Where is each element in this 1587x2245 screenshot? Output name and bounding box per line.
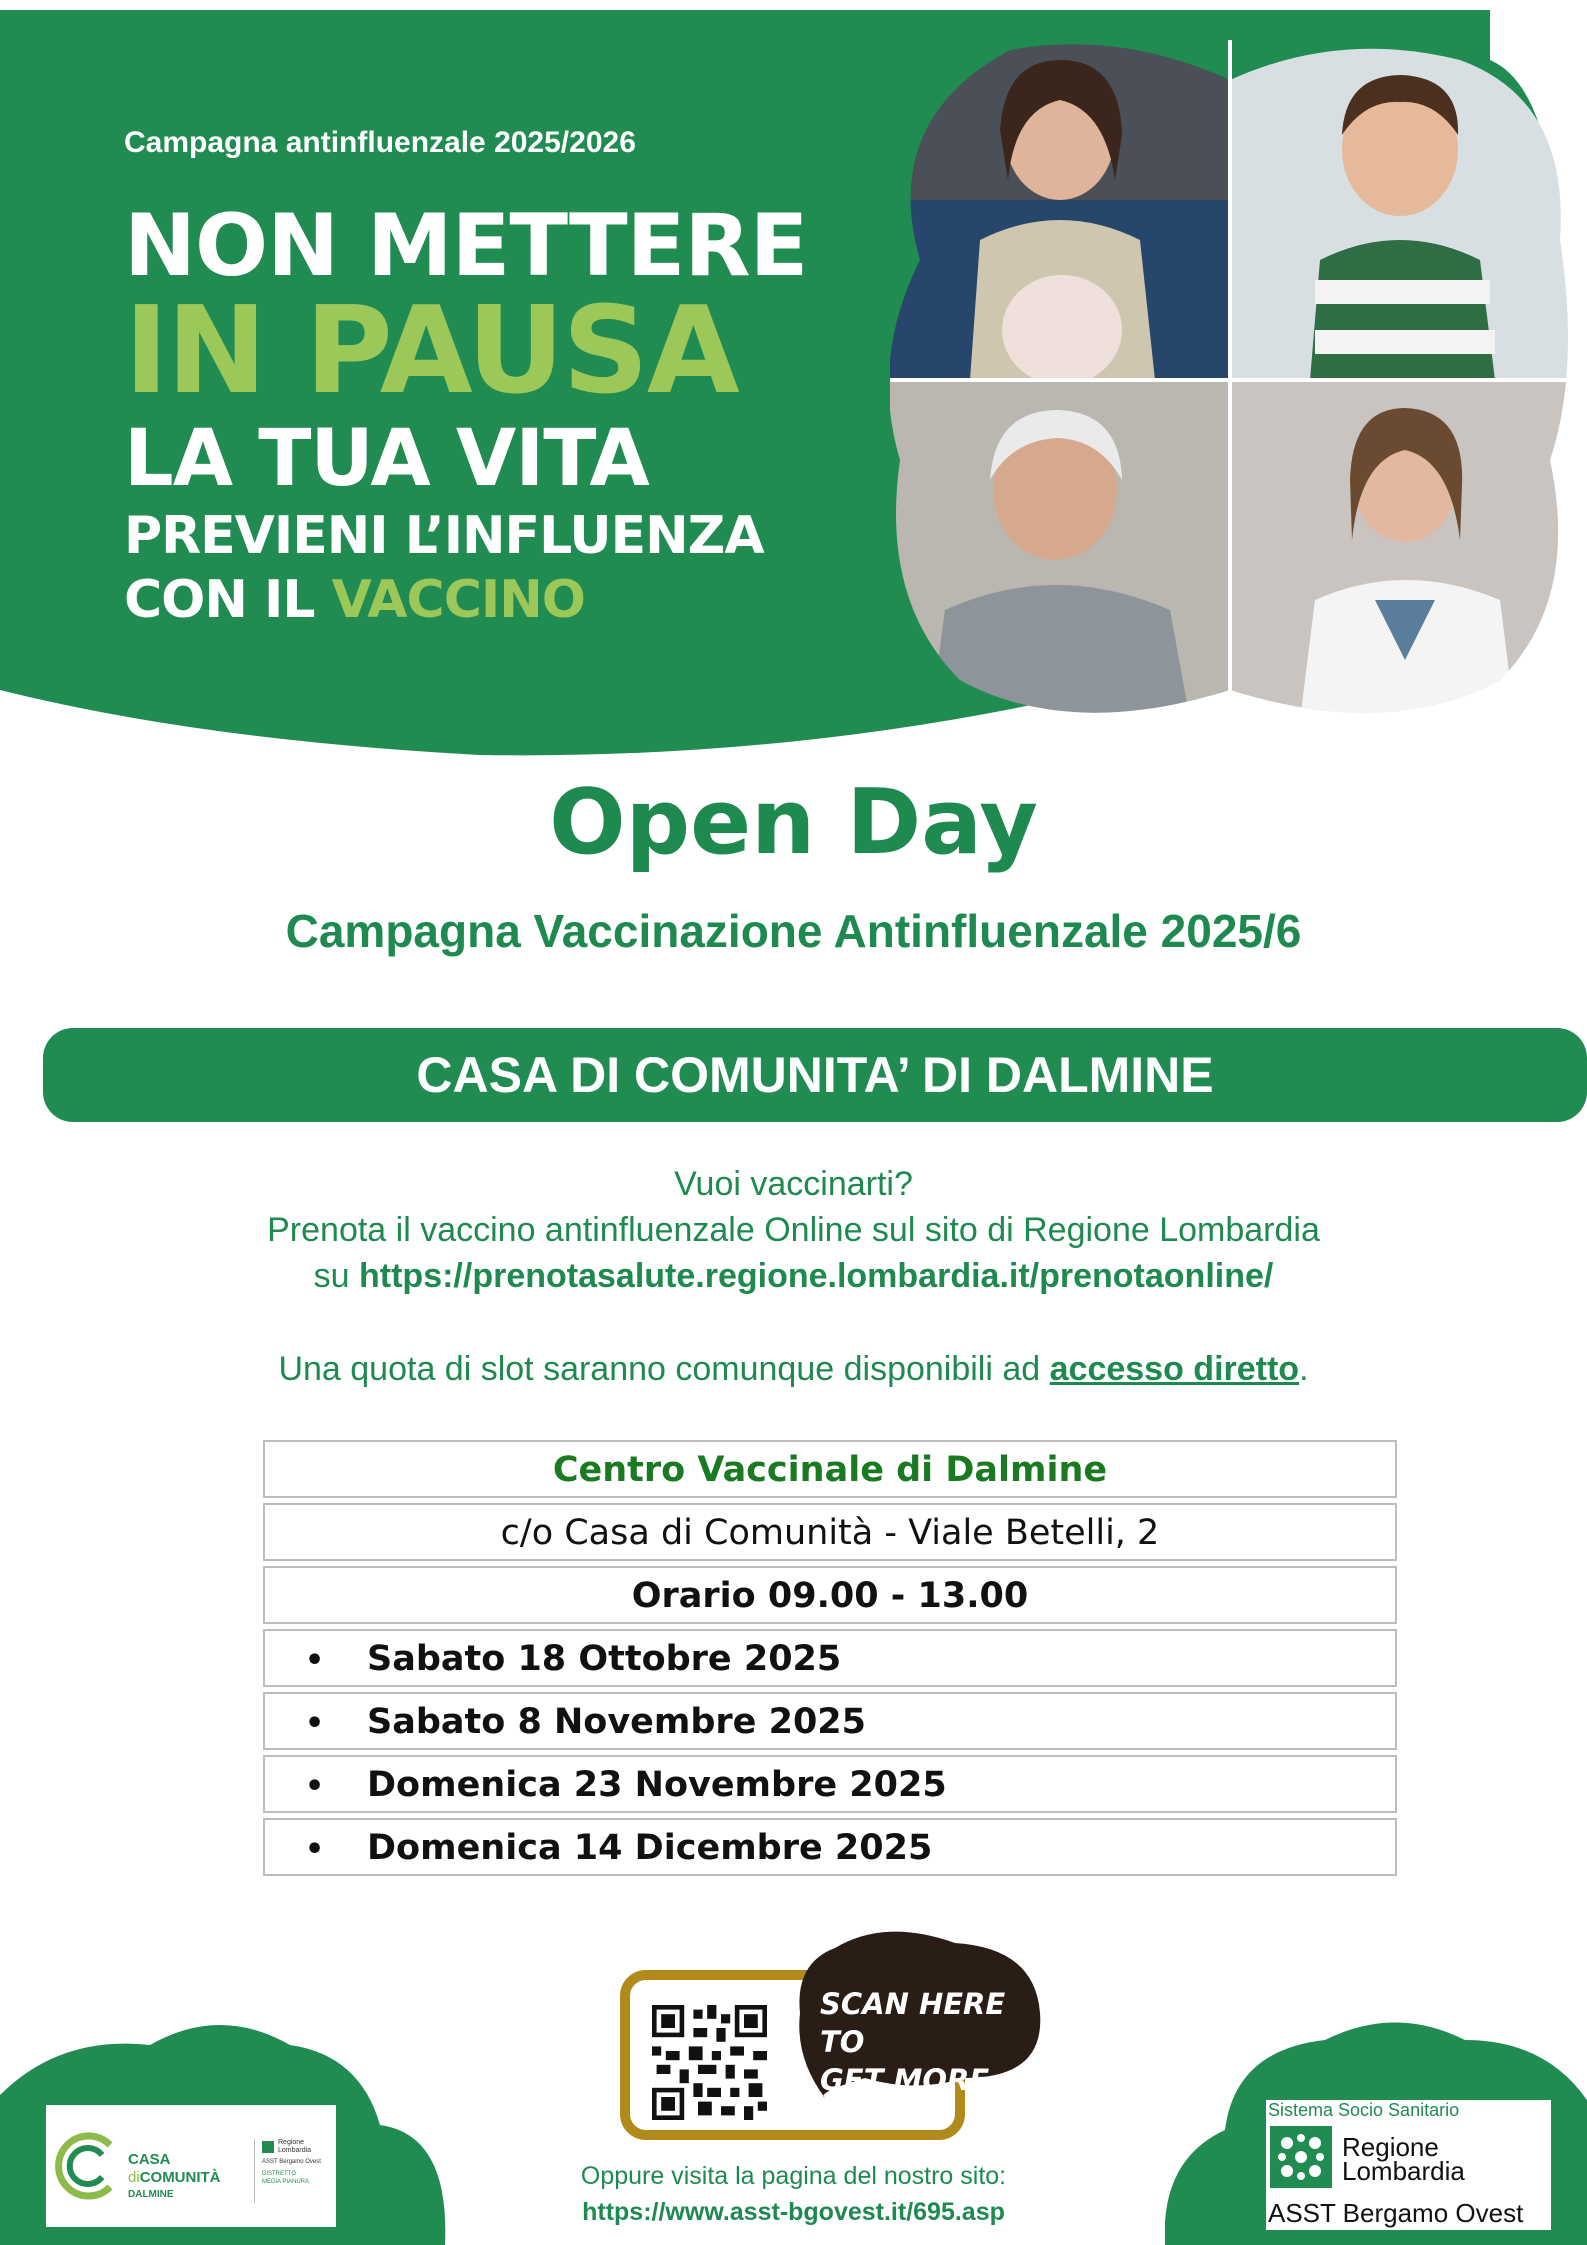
schedule-date: Domenica 14 Dicembre 2025 [367, 1828, 933, 1868]
headline-line-3: LA TUA VITA [124, 414, 649, 504]
bullet-icon: • [305, 1643, 325, 1678]
schedule-address-row [263, 1503, 1397, 1561]
visit-url-link[interactable]: https://www.asst-bgovest.it/695.asp [582, 2198, 1005, 2226]
logo-side-asst: ASST Bergamo Ovest [262, 2159, 321, 2165]
qr-code-icon[interactable] [652, 2005, 767, 2120]
location-banner [43, 1028, 1587, 1122]
info-url-line [0, 1257, 1587, 1296]
bubble-line-2: GET MORE INFO [820, 2063, 990, 2135]
campaign-eyebrow: Campagna antinfluenzale 2025/2026 [124, 126, 636, 159]
schedule-date: Sabato 8 Novembre 2025 [367, 1702, 867, 1742]
logo-sistema: Sistema Socio Sanitario [1268, 2100, 1460, 2120]
bullet-icon: • [305, 1769, 325, 1804]
bullet-icon: • [305, 1832, 325, 1867]
booking-link[interactable]: https://prenotasalute.regione.lombardia.it/prenotaonline/ [359, 1257, 1274, 1295]
campaign-subtitle: Campagna Vaccinazione Antinfluenzale 2025/6 [285, 905, 1302, 957]
logo-dalmine: DALMINE [128, 2189, 174, 2200]
info-booking: Prenota il vaccino antinfluenzale Online sul sito di Regione Lombardia [267, 1211, 1320, 1249]
open-day-title: Open Day [549, 770, 1038, 875]
logo-side-pianura: MEDIA PIANURA [262, 2179, 310, 2185]
table-row [263, 1755, 1397, 1813]
photo-collage [890, 40, 1570, 720]
bubble-text [820, 1985, 1020, 2137]
logo-side-lombardia: Lombardia [278, 2147, 312, 2154]
info-direct-suffix: . [1299, 1350, 1309, 1388]
logo-regione: Regione [1342, 2132, 1439, 2162]
schedule-title-row [263, 1440, 1397, 1498]
schedule-date: Domenica 23 Novembre 2025 [367, 1765, 947, 1805]
headline-line-5-prefix: CON IL [124, 570, 332, 630]
table-row [263, 1818, 1397, 1876]
bubble-line-1: SCAN HERE TO [820, 1987, 1006, 2059]
headline-line-1: NON METTERE [124, 196, 808, 296]
headline-line-4: PREVIENI L’INFLUENZA [124, 506, 764, 566]
headline-line-2: IN PAUSA [124, 282, 738, 421]
bullet-icon: • [305, 1706, 325, 1741]
schedule-hours-row [263, 1566, 1397, 1624]
schedule-title: Centro Vaccinale di Dalmine [552, 1450, 1108, 1490]
info-direct-access [0, 1350, 1587, 1389]
headline-line-5 [124, 570, 585, 630]
logo-lombardia: Lombardia [1342, 2156, 1465, 2186]
table-row [263, 1692, 1397, 1750]
visit-text: Oppure visita la pagina del nostro sito: [580, 2162, 1007, 2190]
logo-casa: CASA [128, 2151, 171, 2168]
headline-vaccino: VACCINO [331, 570, 585, 630]
schedule-hours: Orario 09.00 - 13.00 [631, 1576, 1029, 1616]
table-row [263, 1629, 1397, 1687]
logo-side-distretto: DISTRETTO [262, 2171, 296, 2177]
logo-side-regione: Regione [278, 2139, 305, 2146]
schedule-address: c/o Casa di Comunità - Viale Betelli, 2 [500, 1513, 1160, 1553]
location-banner-text: CASA DI COMUNITA’ DI DALMINE [416, 1047, 1214, 1103]
info-question: Vuoi vaccinarti? [674, 1165, 913, 1203]
lombardia-mini-icon [262, 2141, 274, 2153]
logo-comunita: diCOMUNITÀ [128, 2169, 221, 2186]
info-url-prefix: su [313, 1257, 360, 1295]
schedule-date: Sabato 18 Ottobre 2025 [367, 1639, 842, 1679]
info-direct-prefix: Una quota di slot saranno comunque disponibili ad [278, 1350, 1050, 1388]
direct-access-link[interactable]: accesso diretto [1049, 1350, 1300, 1388]
logo-asst: ASST Bergamo Ovest [1268, 2198, 1524, 2228]
